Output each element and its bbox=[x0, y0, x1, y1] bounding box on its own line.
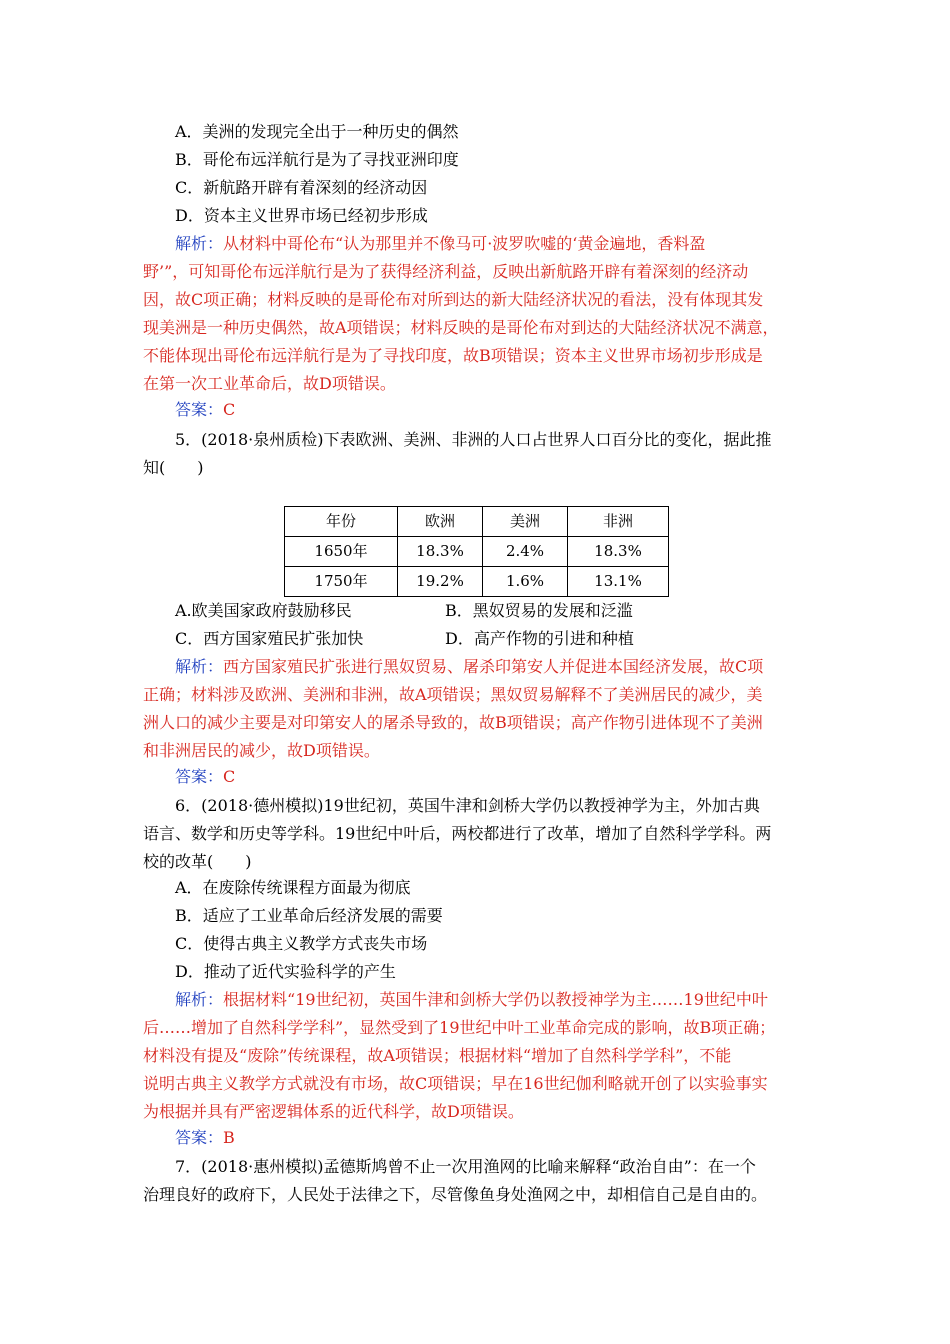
q5-option-a: A.欧美国家政府鼓励移民 bbox=[175, 601, 352, 620]
q4-option-b: B．哥伦布远洋航行是为了寻找亚洲印度 bbox=[175, 150, 459, 169]
q5-analysis-first bbox=[175, 655, 808, 679]
q5-option-c: C．西方国家殖民扩张加快 bbox=[175, 629, 364, 648]
table-header-cell: 年份 bbox=[285, 507, 398, 537]
table-row bbox=[285, 537, 669, 567]
table-cell: 2.4% bbox=[483, 537, 568, 567]
q5-stem-line: 知( ) bbox=[143, 458, 204, 477]
analysis-label: 解析： bbox=[175, 990, 224, 1009]
q4-analysis-line: 在第一次工业革命后，故D项错误。 bbox=[143, 374, 396, 393]
q6-analysis-line: 材料没有提及“废除”传统课程，故A项错误；根据材料“增加了自然科学学科”，不能 bbox=[143, 1046, 732, 1065]
q5-analysis-line: 西方国家殖民扩张进行黑奴贸易、屠杀印第安人并促进本国经济发展，故C项 bbox=[223, 657, 764, 676]
q7-stem-line: 治理良好的政府下，人民处于法律之下，尽管像鱼身处渔网之中，却相信自己是自由的。 bbox=[143, 1185, 768, 1204]
q6-stem-line: 校的改革( ) bbox=[143, 852, 252, 871]
answer-value: B bbox=[223, 1128, 235, 1147]
q6-analysis-line: 为根据并具有严密逻辑体系的近代科学，故D项错误。 bbox=[143, 1102, 524, 1121]
answer-value: C bbox=[223, 400, 236, 419]
answer-label: 答案： bbox=[175, 1128, 224, 1147]
q5-analysis-line: 正确；材料涉及欧洲、美洲和非洲，故A项错误；黑奴贸易解释不了美洲居民的减少，美 bbox=[143, 685, 763, 704]
answer-value: C bbox=[223, 767, 236, 786]
q5-analysis-line: 和非洲居民的减少，故D项错误。 bbox=[143, 741, 380, 760]
table-row bbox=[285, 567, 669, 597]
analysis-label: 解析： bbox=[175, 234, 224, 253]
table-cell: 1.6% bbox=[483, 567, 568, 597]
table-cell: 13.1% bbox=[568, 567, 669, 597]
table-header-cell: 非洲 bbox=[568, 507, 669, 537]
analysis-label: 解析： bbox=[175, 657, 224, 676]
q6-analysis-line: 根据材料“19世纪初，英国牛津和剑桥大学仍以教授神学为主……19世纪中叶 bbox=[223, 990, 768, 1009]
answer-label: 答案： bbox=[175, 767, 224, 786]
q6-analysis-line: 说明古典主义教学方式就没有市场，故C项错误；早在16世纪伽利略就开创了以实验事实 bbox=[143, 1074, 768, 1093]
q5-analysis-line: 洲人口的减少主要是对印第安人的屠杀导致的，故B项错误；高产作物引进体现不了美洲 bbox=[143, 713, 763, 732]
q4-option-c: C．新航路开辟有着深刻的经济动因 bbox=[175, 178, 428, 197]
table-cell: 18.3% bbox=[398, 537, 483, 567]
q4-analysis-line: 因，故C项正确；材料反映的是哥伦布对所到达的新大陆经济状况的看法，没有体现其发 bbox=[143, 290, 764, 309]
q4-analysis-line: 不能体现出哥伦布远洋航行是为了寻找印度，故B项错误；资本主义世界市场初步形成是 bbox=[143, 346, 763, 365]
q4-answer bbox=[175, 398, 235, 422]
q4-analysis-first bbox=[175, 232, 808, 256]
table-header-row bbox=[285, 507, 669, 537]
table-cell: 19.2% bbox=[398, 567, 483, 597]
q5-option-b: B．黑奴贸易的发展和泛滥 bbox=[445, 601, 633, 620]
q6-analysis-line: 后……增加了自然科学学科”，显然受到了19世纪中叶工业革命完成的影响，故B项正确； bbox=[143, 1018, 776, 1037]
table-cell: 1750年 bbox=[285, 567, 398, 597]
q6-option-a: A．在废除传统课程方面最为彻底 bbox=[175, 878, 411, 897]
q6-stem-line: 6．(2018·德州模拟)19世纪初，英国牛津和剑桥大学仍以教授神学为主，外加古典 bbox=[175, 796, 760, 815]
answer-label: 答案： bbox=[175, 400, 224, 419]
q6-stem-line: 语言、数学和历史等学科。19世纪中叶后，两校都进行了改革，增加了自然科学学科。两 bbox=[143, 824, 772, 843]
q6-answer bbox=[175, 1126, 235, 1150]
q7-stem-line: 7．(2018·惠州模拟)孟德斯鸠曾不止一次用渔网的比喻来解释“政治自由”：在一个 bbox=[175, 1157, 756, 1176]
q6-option-d: D．推动了近代实验科学的产生 bbox=[175, 962, 396, 981]
q6-option-b: B．适应了工业革命后经济发展的需要 bbox=[175, 906, 443, 925]
q5-option-d: D．高产作物的引进和种植 bbox=[445, 629, 634, 648]
table-header-cell: 美洲 bbox=[483, 507, 568, 537]
population-table bbox=[284, 506, 669, 597]
q4-analysis-line: 野’”，可知哥伦布远洋航行是为了获得经济利益，反映出新航路开辟有着深刻的经济动 bbox=[143, 262, 749, 281]
table-header-cell: 欧洲 bbox=[398, 507, 483, 537]
table-cell: 18.3% bbox=[568, 537, 669, 567]
q4-option-a: A．美洲的发现完全出于一种历史的偶然 bbox=[175, 122, 459, 141]
q6-option-c: C．使得古典主义教学方式丧失市场 bbox=[175, 934, 428, 953]
table-cell: 1650年 bbox=[285, 537, 398, 567]
q4-analysis-line: 现美洲是一种历史偶然，故A项错误；材料反映的是哥伦布对到达的大陆经济状况不满意， bbox=[143, 318, 779, 337]
q5-answer bbox=[175, 765, 235, 789]
q4-analysis-line: 从材料中哥伦布“认为那里并不像马可·波罗吹嘘的‘黄金遍地，香料盈 bbox=[223, 234, 706, 253]
q6-analysis-first bbox=[175, 988, 808, 1012]
q5-stem-line: 5．(2018·泉州质检)下表欧洲、美洲、非洲的人口占世界人口百分比的变化，据此推 bbox=[175, 430, 772, 449]
q4-option-d: D．资本主义世界市场已经初步形成 bbox=[175, 206, 428, 225]
